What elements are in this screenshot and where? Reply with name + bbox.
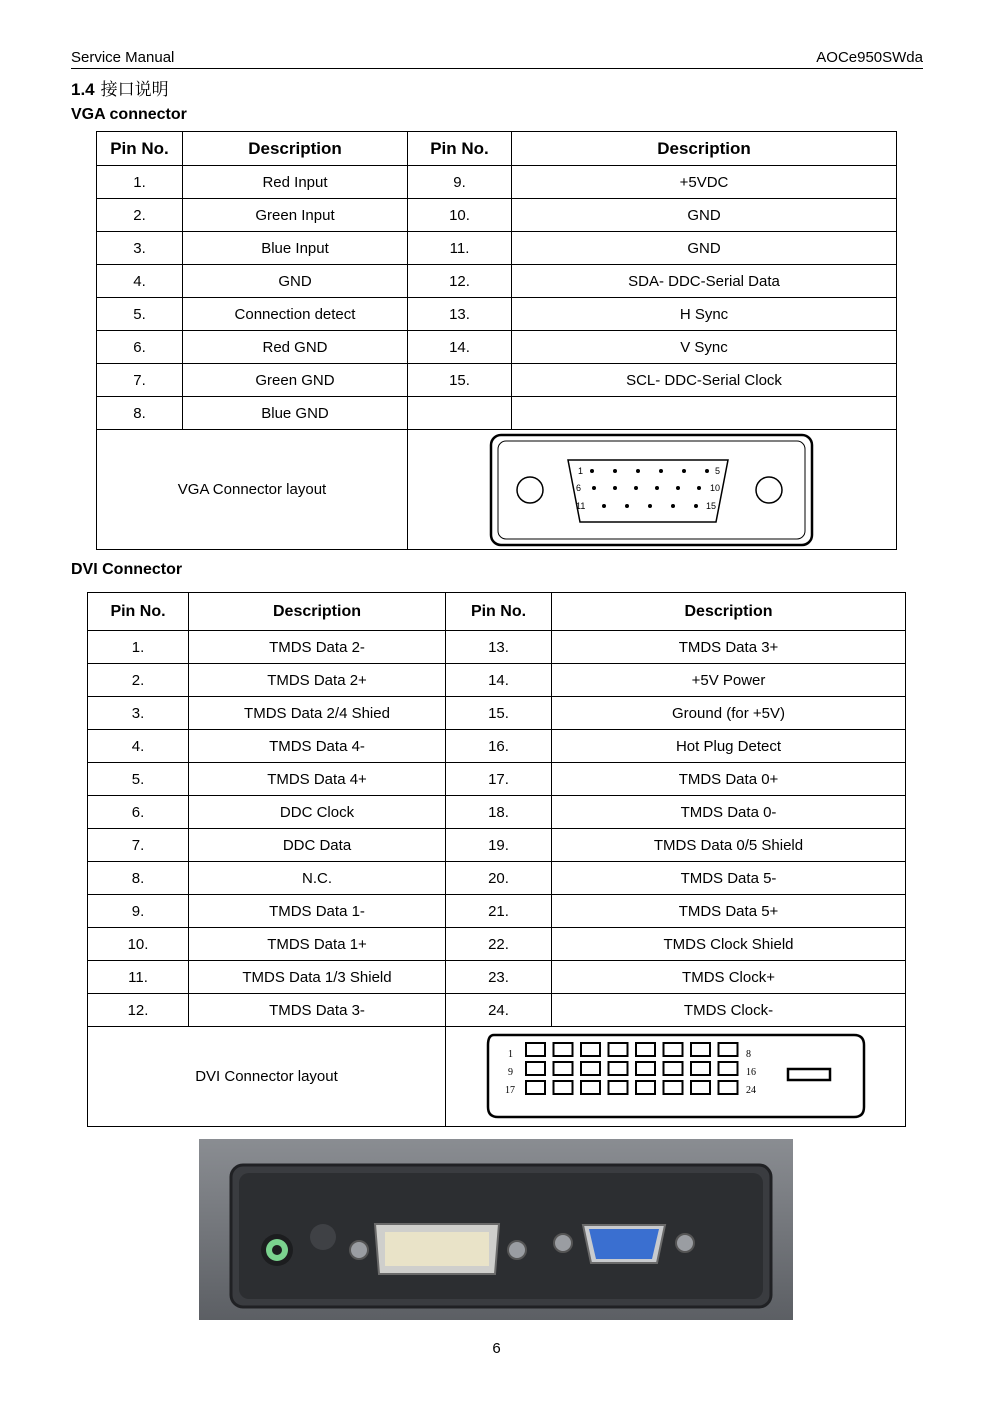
dvi-pin-grid <box>526 1043 738 1094</box>
table-header-row <box>88 593 906 631</box>
pin-number-cell: 23. <box>446 961 552 994</box>
vga-layout-label: VGA Connector layout <box>97 430 408 550</box>
dvi-pin-square <box>526 1062 545 1075</box>
pin-description-cell: Red Input <box>183 166 408 199</box>
vga-pin-label: 6 <box>576 483 582 493</box>
table-row <box>88 829 906 862</box>
dvi-pin-square <box>581 1081 600 1094</box>
pin-number-cell: 2. <box>97 199 183 232</box>
pin-description-cell: H Sync <box>512 298 897 331</box>
vga-pin-label: 5 <box>715 466 721 476</box>
pin-number-cell: 10. <box>408 199 512 232</box>
dvi-pin-label: 1 <box>508 1049 513 1060</box>
pin-number-cell: 5. <box>88 763 189 796</box>
table-row <box>97 364 897 397</box>
dvi-pin-square <box>664 1081 683 1094</box>
pin-description-cell: TMDS Data 4- <box>189 730 446 763</box>
pin-number-cell: 6. <box>88 796 189 829</box>
dvi-pin-square <box>581 1062 600 1075</box>
pin-number-cell: 16. <box>446 730 552 763</box>
pin-number-cell: 3. <box>88 697 189 730</box>
table-row <box>88 763 906 796</box>
pin-number-cell: 3. <box>97 232 183 265</box>
pin-number-cell: 12. <box>88 994 189 1027</box>
dvi-pin-square <box>636 1081 655 1094</box>
pin-number-cell: 12. <box>408 265 512 298</box>
dvi-diagram-cell <box>446 1027 906 1127</box>
dvi-pin-table <box>87 592 906 1127</box>
vga-pin-table <box>96 131 897 550</box>
pin-number-cell: 11. <box>408 232 512 265</box>
table-row <box>88 961 906 994</box>
dvi-pin-square <box>691 1081 710 1094</box>
pin-description-cell: TMDS Data 1/3 Shield <box>189 961 446 994</box>
dvi-pin-square <box>691 1043 710 1056</box>
pin-description-cell: TMDS Data 3+ <box>552 631 906 664</box>
table-row <box>97 199 897 232</box>
pin-description-cell: Blue Input <box>183 232 408 265</box>
pin-number-cell: 10. <box>88 928 189 961</box>
pin-number-cell: 9. <box>88 895 189 928</box>
pin-description-cell: Hot Plug Detect <box>552 730 906 763</box>
pin-number-cell: 20. <box>446 862 552 895</box>
pin-number-cell: 1. <box>97 166 183 199</box>
pin-description-cell: V Sync <box>512 331 897 364</box>
pin-description-cell: N.C. <box>189 862 446 895</box>
column-header: Pin No. <box>97 132 183 166</box>
pin-description-cell: GND <box>512 199 897 232</box>
pin-description-cell: TMDS Clock- <box>552 994 906 1027</box>
vga-connector-diagram <box>408 430 896 549</box>
pin-description-cell: Green Input <box>183 199 408 232</box>
pin-number-cell: 22. <box>446 928 552 961</box>
table-row <box>88 664 906 697</box>
pin-number-cell: 8. <box>97 397 183 430</box>
pin-description-cell: GND <box>512 232 897 265</box>
dvi-connector-diagram <box>446 1027 904 1126</box>
table-row <box>88 631 906 664</box>
pin-number-cell: 7. <box>97 364 183 397</box>
pin-description-cell: TMDS Data 1+ <box>189 928 446 961</box>
table-row <box>97 397 897 430</box>
dvi-pin-square <box>609 1081 628 1094</box>
pin-number-cell: 15. <box>408 364 512 397</box>
pin-description-cell: Red GND <box>183 331 408 364</box>
pin-description-cell: Ground (for +5V) <box>552 697 906 730</box>
table-row <box>88 796 906 829</box>
pin-description-cell: TMDS Data 5+ <box>552 895 906 928</box>
pin-number-cell: 13. <box>408 298 512 331</box>
pin-number-cell <box>408 397 512 430</box>
pin-description-cell: DDC Data <box>189 829 446 862</box>
vga-heading: VGA connector <box>71 106 187 123</box>
pin-number-cell: 1. <box>88 631 189 664</box>
page-number: 6 <box>492 1340 501 1357</box>
pin-number-cell: 14. <box>446 664 552 697</box>
pin-number-cell: 5. <box>97 298 183 331</box>
dvi-pin-square <box>636 1043 655 1056</box>
pin-number-cell: 24. <box>446 994 552 1027</box>
table-row <box>97 166 897 199</box>
vga-pin-label: 11 <box>576 501 586 511</box>
pin-description-cell: TMDS Data 3- <box>189 994 446 1027</box>
pin-description-cell: TMDS Data 4+ <box>189 763 446 796</box>
pin-number-cell: 18. <box>446 796 552 829</box>
table-row <box>97 265 897 298</box>
pin-number-cell: 14. <box>408 331 512 364</box>
table-row <box>88 928 906 961</box>
section-heading: 接口说明 <box>100 80 169 100</box>
indicator-hole <box>310 1224 336 1250</box>
table-row <box>88 994 906 1027</box>
audio-jack-icon <box>261 1234 293 1266</box>
pin-number-cell: 4. <box>88 730 189 763</box>
pin-number-cell: 15. <box>446 697 552 730</box>
pin-number-cell: 13. <box>446 631 552 664</box>
dvi-pin-square <box>554 1062 573 1075</box>
table-row <box>88 730 906 763</box>
table-row <box>88 697 906 730</box>
page-header <box>71 48 923 69</box>
dvi-pin-square <box>609 1043 628 1056</box>
section-number: 1.4 <box>71 80 95 99</box>
column-header: Pin No. <box>408 132 512 166</box>
pin-description-cell: DDC Clock <box>189 796 446 829</box>
dvi-pin-label: 17 <box>505 1085 515 1096</box>
pin-description-cell: Green GND <box>183 364 408 397</box>
dvi-pin-square <box>554 1043 573 1056</box>
column-header: Description <box>512 132 897 166</box>
dvi-pin-square <box>554 1081 573 1094</box>
column-header: Description <box>552 593 906 631</box>
vga-pin-label: 1 <box>578 466 584 476</box>
dvi-pin-square <box>664 1062 683 1075</box>
pin-number-cell: 11. <box>88 961 189 994</box>
pin-description-cell: TMDS Data 0- <box>552 796 906 829</box>
pin-number-cell: 7. <box>88 829 189 862</box>
pin-description-cell: GND <box>183 265 408 298</box>
pin-number-cell: 8. <box>88 862 189 895</box>
dvi-pin-label: 24 <box>746 1085 756 1096</box>
pin-number-cell: 9. <box>408 166 512 199</box>
pin-description-cell: TMDS Clock+ <box>552 961 906 994</box>
dvi-pin-label: 16 <box>746 1067 756 1078</box>
pin-description-cell: TMDS Data 2- <box>189 631 446 664</box>
table-row <box>88 895 906 928</box>
dvi-pin-square <box>664 1043 683 1056</box>
vga-layout-row <box>97 430 897 550</box>
pin-description-cell: +5VDC <box>512 166 897 199</box>
table-row <box>97 298 897 331</box>
section-title <box>71 75 169 100</box>
dvi-pin-square <box>581 1043 600 1056</box>
pin-number-cell: 19. <box>446 829 552 862</box>
dvi-pin-square <box>691 1062 710 1075</box>
pin-description-cell: TMDS Data 1- <box>189 895 446 928</box>
dvi-pin-square <box>609 1062 628 1075</box>
table-row <box>97 331 897 364</box>
column-header: Pin No. <box>88 593 189 631</box>
pin-description-cell: TMDS Data 2+ <box>189 664 446 697</box>
table-header-row <box>97 132 897 166</box>
dvi-flat-blade <box>788 1069 830 1080</box>
dvi-pin-square <box>719 1081 738 1094</box>
dvi-pin-square <box>719 1062 738 1075</box>
pin-description-cell: Blue GND <box>183 397 408 430</box>
column-header: Description <box>189 593 446 631</box>
table-row <box>88 862 906 895</box>
pin-description-cell: TMDS Data 5- <box>552 862 906 895</box>
table-row <box>97 232 897 265</box>
pin-description-cell: TMDS Clock Shield <box>552 928 906 961</box>
pin-description-cell <box>512 397 897 430</box>
pin-description-cell: TMDS Data 2/4 Shied <box>189 697 446 730</box>
vga-diagram-cell <box>408 430 897 550</box>
dvi-pin-square <box>636 1062 655 1075</box>
pin-description-cell: SCL- DDC-Serial Clock <box>512 364 897 397</box>
pin-number-cell: 6. <box>97 331 183 364</box>
dvi-pin-square <box>526 1081 545 1094</box>
pin-description-cell: +5V Power <box>552 664 906 697</box>
column-header: Pin No. <box>446 593 552 631</box>
dvi-pin-square <box>719 1043 738 1056</box>
pin-description-cell: SDA- DDC-Serial Data <box>512 265 897 298</box>
pin-description-cell: TMDS Data 0/5 Shield <box>552 829 906 862</box>
column-header: Description <box>183 132 408 166</box>
header-model: AOCe950SWda <box>816 49 923 66</box>
pin-number-cell: 2. <box>88 664 189 697</box>
pin-description-cell: TMDS Data 0+ <box>552 763 906 796</box>
pin-description-cell: Connection detect <box>183 298 408 331</box>
header-title: Service Manual <box>71 49 175 66</box>
pin-number-cell: 17. <box>446 763 552 796</box>
pin-number-cell: 21. <box>446 895 552 928</box>
dvi-layout-label: DVI Connector layout <box>88 1027 446 1127</box>
dvi-layout-row <box>88 1027 906 1127</box>
vga-pin-label: 10 <box>710 483 721 493</box>
dvi-pin-square <box>526 1043 545 1056</box>
dvi-pin-label: 8 <box>746 1049 751 1060</box>
pin-number-cell: 4. <box>97 265 183 298</box>
vga-pin-dots <box>590 469 709 508</box>
dvi-heading: DVI Connector <box>71 561 183 578</box>
vga-pin-label: 15 <box>706 501 717 511</box>
dvi-pin-label: 9 <box>508 1067 513 1078</box>
connector-photo <box>199 1139 793 1320</box>
